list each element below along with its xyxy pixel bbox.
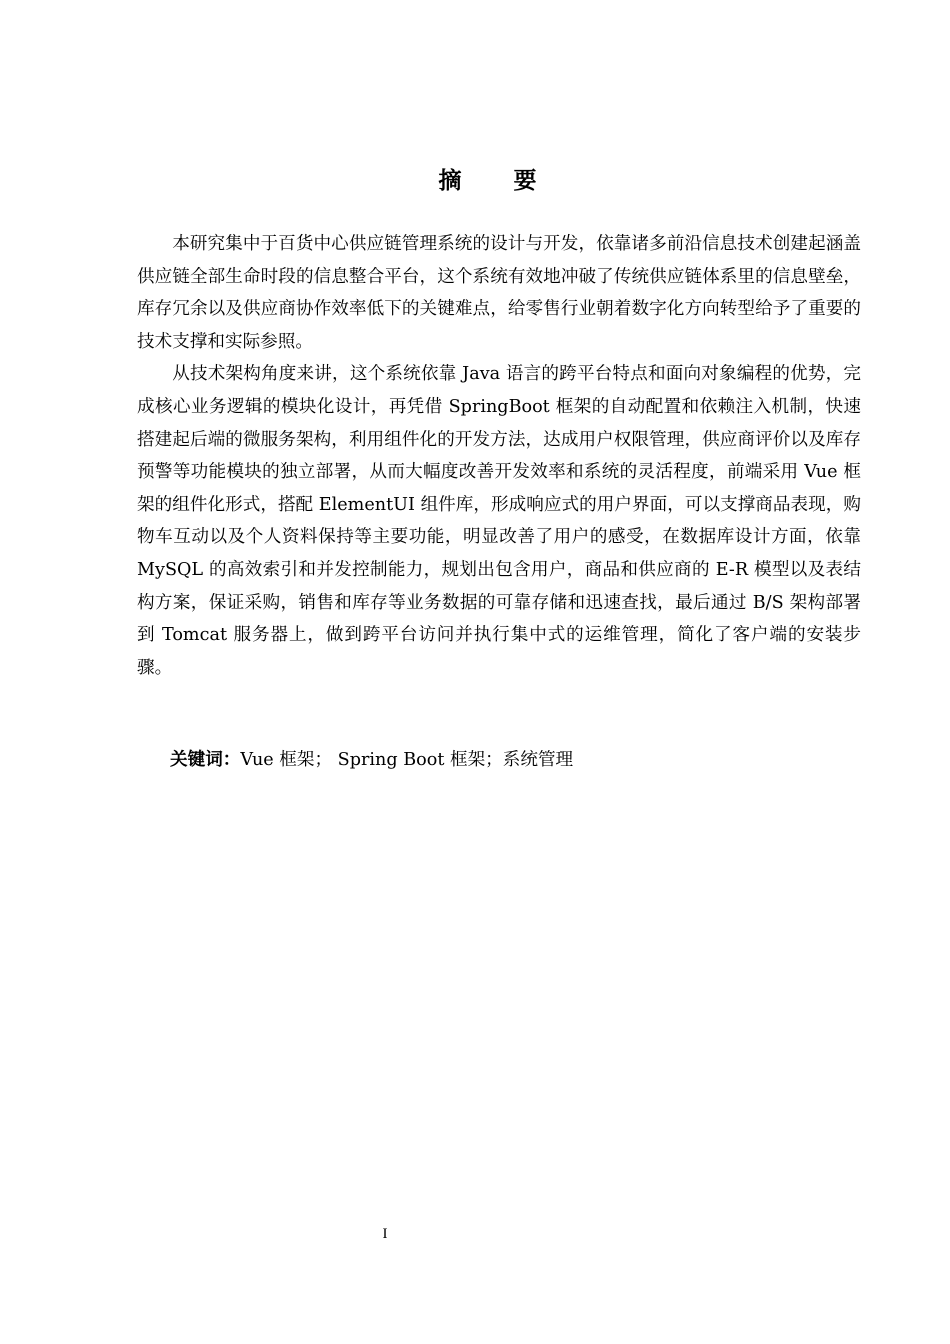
page-number: I — [382, 1226, 388, 1242]
abstract-title: 摘 要 — [438, 168, 559, 194]
keywords-label: 关键词： — [170, 750, 241, 770]
keywords-line — [170, 744, 573, 776]
abstract-paragraph-2: 从技术架构角度来讲，这个系统依靠 Java 语言的跨平台特点和面向对象编程的优势，完成核心业务逻辑的模块化设计，再凭借 SpringBoot 框架的自动配置和依赖注入机制，快速搭建起后端的微服务架构，利用组件化的开发方法，达成用户权限管理，供应商评价以及库存预警等功能模块的独立部署，从而大幅度改善开发效率和系统的灵活程度，前端采用 Vue 框架的组件化形式，搭配 ElementUI 组件库，形成响应式的用户界面，可以支撑商品表现，购物车互动以及个人资料保持等主要功能，明显改善了用户的感受，在数据库设计方面，依靠 MySQL 的高效索引和并发控制能力，规划出包含用户，商品和供应商的 E-R 模型以及表结构方案，保证采购，销售和库存等业务数据的可靠存储和迅速查找，最后通过 B/S 架构部署到 Tomcat 服务器上，做到跨平台访问并执行集中式的运维管理，简化了客户端的安装步骤。 — [137, 364, 861, 678]
abstract-body — [137, 228, 861, 684]
keywords-text: Vue 框架； Spring Boot 框架；系统管理 — [240, 750, 574, 770]
abstract-paragraph-1: 本研究集中于百货中心供应链管理系统的设计与开发，依靠诸多前沿信息技术创建起涵盖供应链全部生命时段的信息整合平台，这个系统有效地冲破了传统供应链体系里的信息壁垒，库存冗余以及供应商协作效率低下的关键难点，给零售行业朝着数字化方向转型给予了重要的技术支撑和实际参照。 — [137, 234, 861, 352]
